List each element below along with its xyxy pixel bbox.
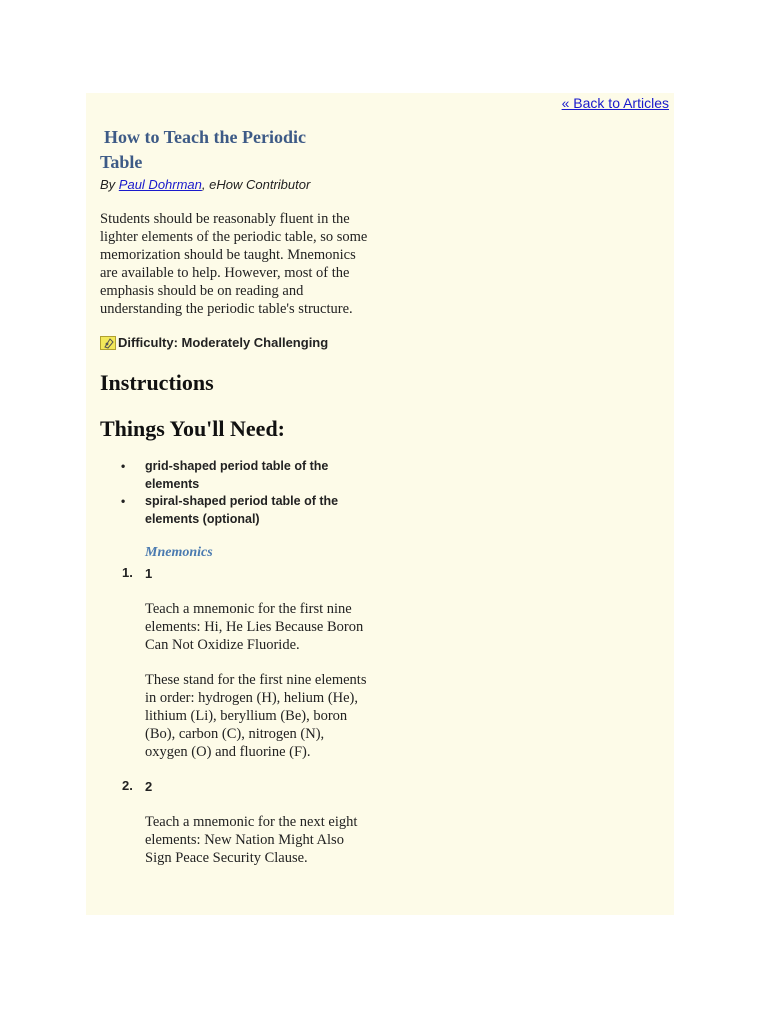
step-label: 1 (145, 566, 153, 581)
byline-suffix: , eHow Contributor (201, 177, 311, 192)
step-paragraph: These stand for the first nine elements in order: hydrogen (H), helium (He), lithium (Li), beryllium (Be), boron (Bo), carbon (C), nitrogen (N), oxygen (O) and fluorine (F). (145, 672, 367, 760)
article-page (86, 93, 674, 915)
step-paragraph: Teach a mnemonic for the first nine elements: Hi, He Lies Because Boron Can Not Oxidize Fluoride. (145, 601, 364, 653)
article-title (100, 125, 370, 175)
list-item (100, 493, 345, 528)
difficulty-label: Difficulty: Moderately Challenging (118, 335, 329, 350)
step-number: 1. (122, 565, 133, 580)
things-needed-list (100, 458, 370, 528)
byline (100, 177, 370, 192)
list-item-label: spiral-shaped period table of the elements (optional) (145, 494, 339, 526)
difficulty-row (100, 335, 370, 350)
instructions-heading: Instructions (100, 370, 214, 395)
step-item (100, 565, 370, 761)
intro-paragraph: Students should be reasonably fluent in the lighter elements of the periodic table, so some memorization should be taught. Mnemonics are available to help. However, most of the emphasis should be on reading and understanding the periodic table's structure. (100, 211, 368, 317)
back-to-articles-link[interactable]: « Back to Articles (561, 95, 669, 111)
list-item (100, 458, 345, 493)
bullet-icon: • (121, 494, 126, 508)
section-title-mnemonics: Mnemonics (145, 545, 213, 560)
things-needed-heading: Things You'll Need: (100, 416, 286, 441)
steps-list (100, 565, 370, 867)
title-line-2: Table (100, 152, 143, 172)
step-label: 2 (145, 779, 153, 794)
list-item-label: grid-shaped period table of the elements (145, 459, 329, 491)
byline-prefix: By (100, 177, 119, 192)
article-column (100, 123, 370, 867)
author-link[interactable]: Paul Dohrman (118, 177, 202, 192)
step-number: 2. (122, 778, 133, 793)
title-line-1: How to Teach the Periodic (104, 127, 306, 147)
difficulty-icon (100, 336, 116, 350)
step-paragraph: Teach a mnemonic for the next eight elements: New Nation Might Also Sign Peace Security Clause. (145, 814, 358, 866)
bullet-icon: • (121, 459, 126, 473)
step-item (100, 778, 370, 867)
